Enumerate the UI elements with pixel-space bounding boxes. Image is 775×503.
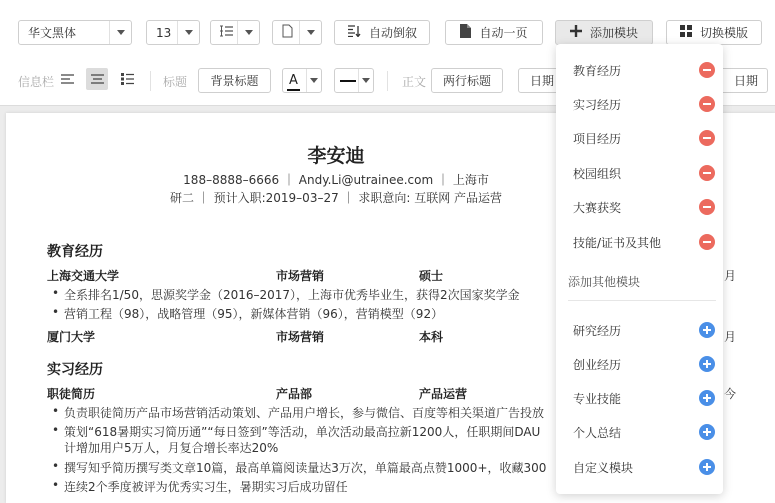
background-title-button[interactable] [198, 68, 271, 93]
background-title-label: 背景标题 [210, 74, 259, 88]
list-item[interactable]: • 策划“618暑期实习简历通”“每日签到”等活动，单次活动最高拉新1200人，任职期间DAU [52, 423, 540, 440]
list-item-continuation[interactable]: • 计增加用户5万人，月复合增长率达20% [52, 439, 278, 456]
auto-reverse-button[interactable] [334, 20, 430, 45]
module-item-summary[interactable] [573, 422, 715, 442]
department: 产品部 [276, 387, 313, 401]
list-item[interactable]: • 全系排名1/50，思源奖学金（2016–2017），上海市优秀毕业生，获得2次国家奖学金 [52, 286, 520, 303]
module-label: 研究经历 [573, 323, 622, 338]
module-label: 校园组织 [573, 166, 622, 181]
module-item-pro-skills[interactable] [573, 388, 715, 408]
font-family-value: 华文黑体 [28, 26, 77, 40]
switch-template-label: 切换模版 [699, 26, 748, 40]
add-circle-icon[interactable] [699, 322, 715, 338]
school-name: 上海交通大学 [47, 269, 120, 283]
module-label: 大赛获奖 [573, 200, 622, 215]
document-icon [460, 24, 471, 41]
font-family-select[interactable] [18, 20, 132, 45]
internship-section-title[interactable]: 实习经历 [47, 362, 103, 378]
remove-circle-icon[interactable] [699, 62, 715, 78]
add-circle-icon[interactable] [699, 459, 715, 475]
degree: 本科 [419, 330, 444, 344]
align-left-icon[interactable] [56, 68, 78, 90]
add-circle-icon[interactable] [699, 424, 715, 440]
page-icon [273, 24, 299, 41]
toolbar-row-1 [18, 20, 775, 45]
module-label: 自定义模块 [573, 460, 634, 475]
divider [568, 300, 716, 301]
remove-circle-icon[interactable] [699, 234, 715, 250]
date-edge: 月 [724, 269, 737, 283]
role: 产品运营 [419, 387, 468, 401]
add-circle-icon[interactable] [699, 356, 715, 372]
two-line-title-button[interactable] [431, 68, 503, 93]
grid-icon [680, 25, 692, 40]
list-item[interactable]: • 负责职徒简历产品市场营销活动策划、产品用户增长，参与微信、百度等相关渠道广告投放 [52, 404, 544, 421]
two-line-title-label: 两行标题 [442, 74, 491, 88]
company-name: 职徒简历 [47, 387, 96, 401]
resume-name[interactable]: 李安迪 [307, 145, 365, 167]
major: 市场营销 [276, 269, 325, 283]
module-item-research[interactable] [573, 320, 715, 340]
list-item[interactable]: • 营销工程（98），战略管理（95），新媒体营销（96），营销模型（92） [52, 305, 443, 322]
switch-template-button[interactable] [666, 20, 762, 45]
module-item-skills[interactable] [573, 232, 715, 252]
chevron-down-icon [358, 69, 373, 92]
module-label: 项目经历 [573, 131, 622, 146]
align-center-icon[interactable] [86, 68, 108, 90]
auto-one-page-button[interactable] [445, 20, 543, 45]
degree: 硕士 [419, 269, 444, 283]
module-label: 实习经历 [573, 97, 622, 112]
auto-reverse-label: 自动倒叙 [368, 26, 417, 40]
font-size-select[interactable] [146, 20, 200, 45]
date-label: 日期 [733, 74, 758, 88]
line-spacing-icon [211, 25, 237, 40]
font-size-value: 13 [156, 25, 172, 40]
remove-circle-icon[interactable] [699, 165, 715, 181]
line-style-icon [335, 74, 358, 88]
list-layout-icon[interactable] [116, 68, 138, 90]
plus-icon [570, 25, 582, 40]
module-item-education[interactable] [573, 60, 715, 80]
chevron-down-icon [299, 21, 321, 44]
add-circle-icon[interactable] [699, 390, 715, 406]
date-edge: 今 [724, 387, 737, 401]
remove-circle-icon[interactable] [699, 130, 715, 146]
title-label: 标题 [163, 75, 188, 89]
date-edge: 月 [724, 330, 737, 344]
module-label: 个人总结 [573, 425, 622, 440]
font-color-select[interactable] [282, 68, 322, 93]
module-item-awards[interactable] [573, 197, 715, 217]
list-item[interactable]: • 撰写知乎简历撰写类文章10篇，最高单篇阅读量达3万次，单篇最高点赞1000+，收藏300 [52, 459, 546, 476]
status-line[interactable]: 研二 ｜ 预计入职:2019–03–27 ｜ 求职意向: 互联网 产品运营 [169, 191, 503, 205]
module-label: 专业技能 [573, 391, 622, 406]
font-color-icon: A [283, 73, 306, 88]
module-label: 教育经历 [573, 63, 622, 78]
add-module-dropdown [556, 44, 723, 494]
body-label: 正文 [402, 75, 427, 89]
add-other-modules-label: 添加其他模块 [568, 275, 641, 289]
remove-circle-icon[interactable] [699, 199, 715, 215]
module-item-startup[interactable] [573, 354, 715, 374]
info-bar-label: 信息栏 [18, 75, 55, 89]
module-item-project[interactable] [573, 128, 715, 148]
module-item-internship[interactable] [573, 94, 715, 114]
module-item-campus[interactable] [573, 163, 715, 183]
major: 市场营销 [276, 330, 325, 344]
add-module-button[interactable] [555, 20, 653, 45]
school-name: 厦门大学 [47, 330, 96, 344]
divider [150, 71, 151, 91]
chevron-down-icon [237, 21, 259, 44]
chevron-down-icon [306, 69, 321, 92]
list-item[interactable]: • 连续2个季度被评为优秀实习生，暑期实习后成功留任 [52, 478, 348, 495]
reverse-order-icon [347, 25, 361, 40]
contact-line[interactable]: 188–8888–6666 ｜ Andy.Li@utrainee.com ｜ 上海市 [183, 173, 489, 187]
chevron-down-icon [109, 21, 131, 44]
auto-one-page-label: 自动一页 [479, 26, 528, 40]
remove-circle-icon[interactable] [699, 96, 715, 112]
module-label: 创业经历 [573, 357, 622, 372]
date-label: 日期 [530, 74, 555, 88]
add-module-label: 添加模块 [589, 26, 638, 40]
divider [387, 71, 388, 91]
module-item-custom[interactable] [573, 457, 715, 477]
education-section-title[interactable]: 教育经历 [47, 244, 103, 260]
line-style-select[interactable] [334, 68, 374, 93]
module-label: 技能/证书及其他 [573, 235, 662, 250]
chevron-down-icon [177, 21, 199, 44]
page-size-select[interactable] [272, 20, 322, 45]
line-spacing-select[interactable] [210, 20, 260, 45]
